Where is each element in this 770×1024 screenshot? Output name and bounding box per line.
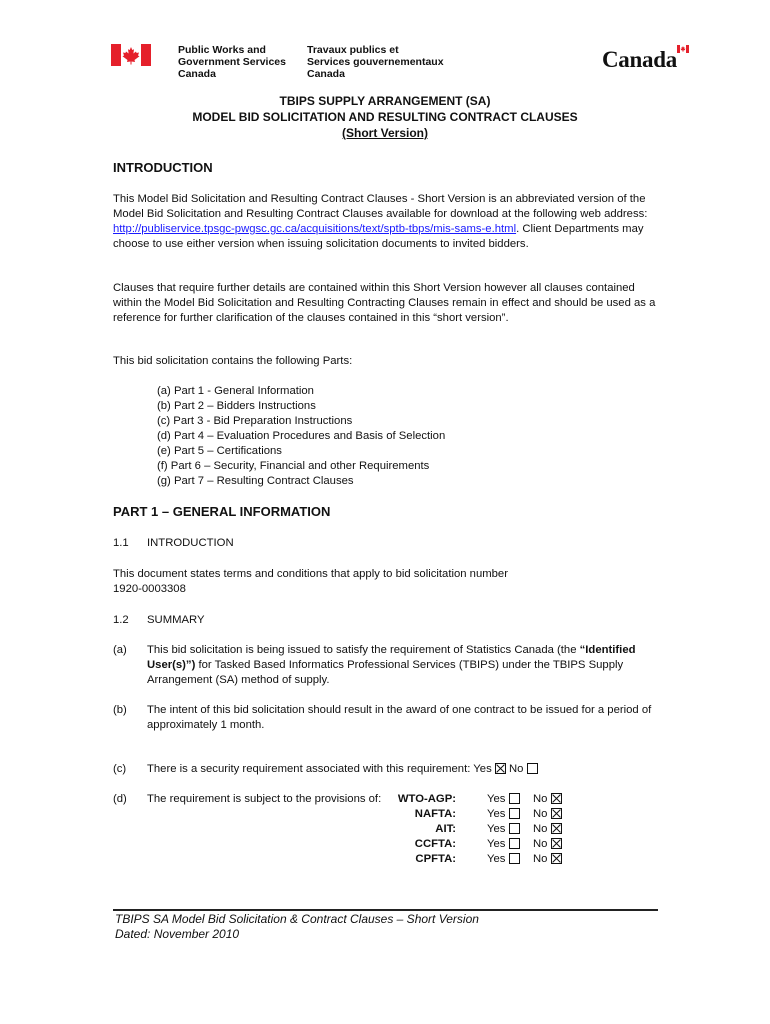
section-title: SUMMARY	[147, 614, 205, 626]
trade-yes-label: Yes	[487, 823, 506, 835]
dept-fr-line: Services gouvernementaux	[307, 56, 444, 68]
part1-heading: PART 1 – GENERAL INFORMATION	[113, 504, 331, 519]
trade-agreement-name: AIT:	[435, 823, 456, 835]
item-letter: (b)	[113, 704, 127, 716]
trade-no-checkbox[interactable]	[551, 793, 562, 804]
trade-no-checkbox[interactable]	[551, 838, 562, 849]
list-item: (d) Part 4 – Evaluation Procedures and Basis of Selection	[157, 430, 446, 442]
trade-no-label: No	[533, 823, 548, 835]
canada-flag-icon	[111, 44, 151, 66]
trade-agreement-row	[380, 807, 580, 822]
trade-yes-checkbox[interactable]	[509, 823, 520, 834]
list-item: (a) Part 1 - General Information	[157, 385, 314, 397]
trade-agreement-row	[380, 822, 580, 837]
trade-no-option	[533, 807, 562, 822]
trade-no-option	[533, 852, 562, 867]
trade-yes-label: Yes	[487, 853, 506, 865]
summary-a-text-after: for Tasked Based Informatics Professional Services (TBIPS) under the TBIPS Supply Arrangement (SA) method of supply.	[147, 659, 624, 686]
canada-wordmark: Canada	[602, 47, 677, 72]
trade-no-checkbox[interactable]	[551, 823, 562, 834]
trade-agreement-name: WTO-AGP:	[397, 793, 456, 805]
summary-item-a	[147, 643, 662, 688]
security-no-label: No	[509, 763, 524, 775]
trade-no-option	[533, 822, 562, 837]
trade-yes-option	[487, 837, 520, 852]
security-no-checkbox[interactable]	[527, 763, 538, 774]
trade-yes-label: Yes	[487, 808, 506, 820]
intro-paragraph-1	[113, 192, 663, 252]
trade-yes-option	[487, 792, 520, 807]
trade-no-label: No	[533, 808, 548, 820]
intro-p1-text-after: . Client Departments may choose to use either version when issuing solicitation documents to invited bidders.	[113, 223, 644, 250]
trade-no-label: No	[533, 853, 548, 865]
trade-no-checkbox[interactable]	[551, 808, 562, 819]
section-title: INTRODUCTION	[147, 537, 234, 549]
trade-no-option	[533, 792, 562, 807]
security-yes-checkbox[interactable]	[495, 763, 506, 774]
department-name-english	[178, 44, 286, 80]
dept-en-line: Canada	[178, 68, 216, 80]
dept-fr-line: Travaux publics et	[307, 44, 399, 56]
summary-a-bold: “Identified User(s)”)	[147, 644, 636, 671]
trade-yes-label: Yes	[487, 793, 506, 805]
trade-yes-checkbox[interactable]	[509, 853, 520, 864]
footer-date: Dated: November 2010	[115, 927, 240, 941]
summary-a-text: This bid solicitation is being issued to satisfy the requirement of Statistics Canada (the	[147, 644, 580, 656]
dept-en-line: Public Works and	[178, 44, 266, 56]
trade-agreement-name: NAFTA:	[414, 808, 456, 820]
publiservice-link[interactable]: http://publiservice.tpsgc-pwgsc.gc.ca/acquisitions/text/sptb-tbps/mis-sams-e.html	[113, 223, 517, 235]
intro-p1-text: This Model Bid Solicitation and Resulting Contract Clauses - Short Version is an abbreviated version of the Model Bid Solicitation and Resulting Contract Clauses available for download at the following web address:	[113, 193, 648, 220]
intro-paragraph-3: This bid solicitation contains the following Parts:	[113, 355, 353, 367]
list-item: (e) Part 5 – Certifications	[157, 445, 282, 457]
trade-yes-checkbox[interactable]	[509, 838, 520, 849]
trade-agreement-row	[380, 837, 580, 852]
bid-solicitation-number: 1920-0003308	[113, 583, 186, 595]
trade-agreement-name: CCFTA:	[414, 838, 456, 850]
summary-item-b: The intent of this bid solicitation should result in the award of one contract to be issued for a period of approximately 1 month.	[147, 704, 652, 731]
security-requirement-text: There is a security requirement associated with this requirement: Yes	[147, 763, 492, 775]
document-title: TBIPS SUPPLY ARRANGEMENT (SA)	[279, 94, 491, 108]
trade-agreement-name: CPFTA:	[415, 853, 456, 865]
trade-yes-checkbox[interactable]	[509, 793, 520, 804]
trade-no-option	[533, 837, 562, 852]
trade-yes-option	[487, 852, 520, 867]
item-letter: (a)	[113, 644, 127, 656]
trade-no-label: No	[533, 793, 548, 805]
dept-en-line: Government Services	[178, 56, 286, 68]
section-number: 1.2	[113, 614, 129, 626]
document-version: (Short Version)	[341, 126, 428, 140]
footer-title: TBIPS SA Model Bid Solicitation & Contract Clauses – Short Version	[115, 912, 479, 926]
security-requirement-line	[147, 762, 538, 777]
section-number: 1.1	[113, 537, 129, 549]
trade-yes-checkbox[interactable]	[509, 808, 520, 819]
introduction-heading: INTRODUCTION	[113, 160, 213, 175]
intro-paragraph-2: Clauses that require further details are contained within this Short Version however all clauses contained within the Model Bid Solicitation and Resulting Contracting Clauses remain in effect and should be used as a reference for further clarification of the clauses contained in this “short version”.	[113, 282, 656, 324]
trade-no-label: No	[533, 838, 548, 850]
footer-divider	[113, 909, 658, 911]
trade-agreement-row	[380, 852, 580, 867]
parts-list	[157, 384, 445, 489]
list-item: (f) Part 6 – Security, Financial and other Requirements	[157, 460, 430, 472]
wordmark-flag-icon	[677, 45, 689, 53]
list-item: (g) Part 7 – Resulting Contract Clauses	[157, 475, 354, 487]
trade-yes-option	[487, 807, 520, 822]
item-letter: (d)	[113, 793, 127, 805]
item-letter: (c)	[113, 763, 127, 775]
trade-agreement-row	[380, 792, 580, 807]
trade-agreements-text: The requirement is subject to the provisions of:	[147, 793, 382, 805]
section-1-1-text	[113, 567, 663, 597]
section-1-1-line: This document states terms and conditions that apply to bid solicitation number	[113, 568, 508, 580]
trade-yes-label: Yes	[487, 838, 506, 850]
department-name-french	[307, 44, 444, 80]
dept-fr-line: Canada	[307, 68, 345, 80]
trade-no-checkbox[interactable]	[551, 853, 562, 864]
trade-yes-option	[487, 822, 520, 837]
list-item: (b) Part 2 – Bidders Instructions	[157, 400, 316, 412]
list-item: (c) Part 3 - Bid Preparation Instructions	[157, 415, 353, 427]
document-subtitle: MODEL BID SOLICITATION AND RESULTING CONTRACT CLAUSES	[192, 110, 578, 124]
